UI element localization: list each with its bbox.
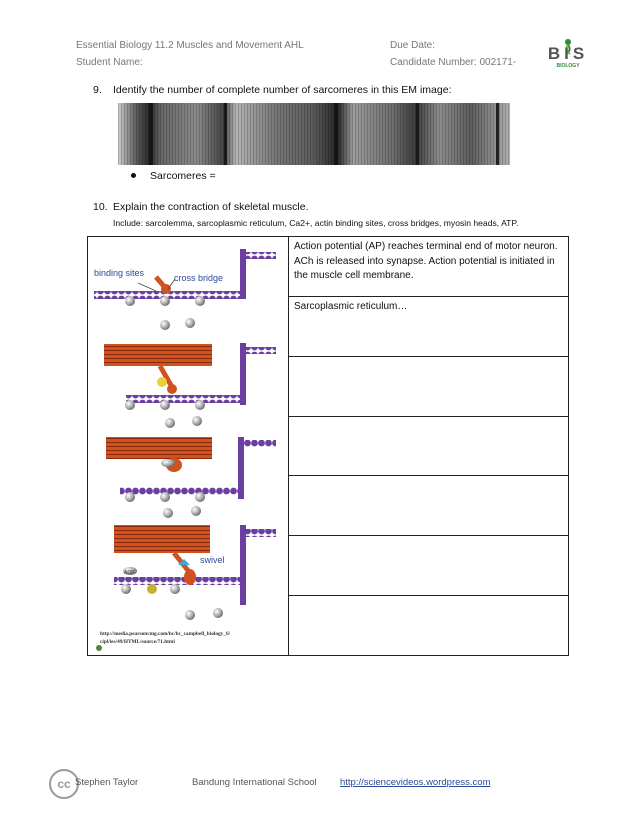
cross-bridge-cycle-diagram — [90, 239, 296, 653]
logo-subtext: BIOLOGY — [556, 63, 580, 69]
answer-row-1[interactable]: Action potential (AP) reaches terminal end of motor neuron. ACh is released into synapse. Action potential is initiated in the muscle cell membrane. — [289, 237, 569, 297]
footer-author: Stephen Taylor — [75, 777, 139, 788]
em-sarcomere-image — [118, 103, 510, 165]
candidate-number-label: Candidate Number: 002171- — [390, 57, 517, 68]
source-url-line-1: http://media.pearsoncmg.com/bc/bc_campbell_biology_6/ — [100, 631, 231, 637]
q9-text: Identify the number of complete number of sarcomeres in this EM image: — [113, 84, 452, 96]
answer-row-2[interactable]: Sarcoplasmic reticulum… — [289, 296, 569, 356]
panel-2 — [104, 343, 276, 428]
answer-row-3[interactable] — [289, 356, 569, 416]
logo-text: BIS — [547, 44, 589, 63]
label-binding-sites: binding sites — [94, 268, 145, 278]
footer-link[interactable]: http://sciencevideos.wordpress.com — [340, 777, 491, 788]
student-name-label: Student Name: — [76, 57, 143, 68]
panel-4 — [114, 525, 276, 620]
globe-icon — [96, 645, 102, 651]
document-title: Essential Biology 11.2 Muscles and Movement AHL — [76, 40, 304, 51]
label-cross-bridge: cross bridge — [174, 273, 224, 283]
source-url-line-2: cipl/ies/49/HTML/source/71.html — [100, 639, 175, 645]
atp-burst-icon — [157, 377, 167, 387]
answer-row-6[interactable] — [289, 536, 569, 596]
answer-row-5[interactable] — [289, 476, 569, 536]
footer-school: Bandung International School — [192, 777, 317, 788]
answer-row-7[interactable] — [289, 596, 569, 656]
answer-row-4[interactable] — [289, 416, 569, 476]
creative-commons-icon: cc — [49, 769, 79, 799]
panel-1 — [94, 249, 276, 330]
q10-number: 10. — [93, 201, 108, 213]
due-date-label: Due Date: — [390, 40, 436, 51]
bis-biology-logo — [545, 38, 591, 72]
label-swivel: swivel — [200, 555, 225, 565]
q10-include: Include: sarcolemma, sarcoplasmic reticulum, Ca2+, actin binding sites, cross bridges, myosin heads, ATP. — [113, 218, 519, 228]
q10-text: Explain the contraction of skeletal muscle. — [113, 201, 309, 213]
sarcomeres-answer-label: Sarcomeres = — [150, 170, 216, 182]
bullet-icon — [131, 173, 136, 178]
panel-3 — [106, 437, 276, 518]
q9-number: 9. — [93, 84, 102, 96]
label-adp: ADP — [124, 570, 135, 576]
